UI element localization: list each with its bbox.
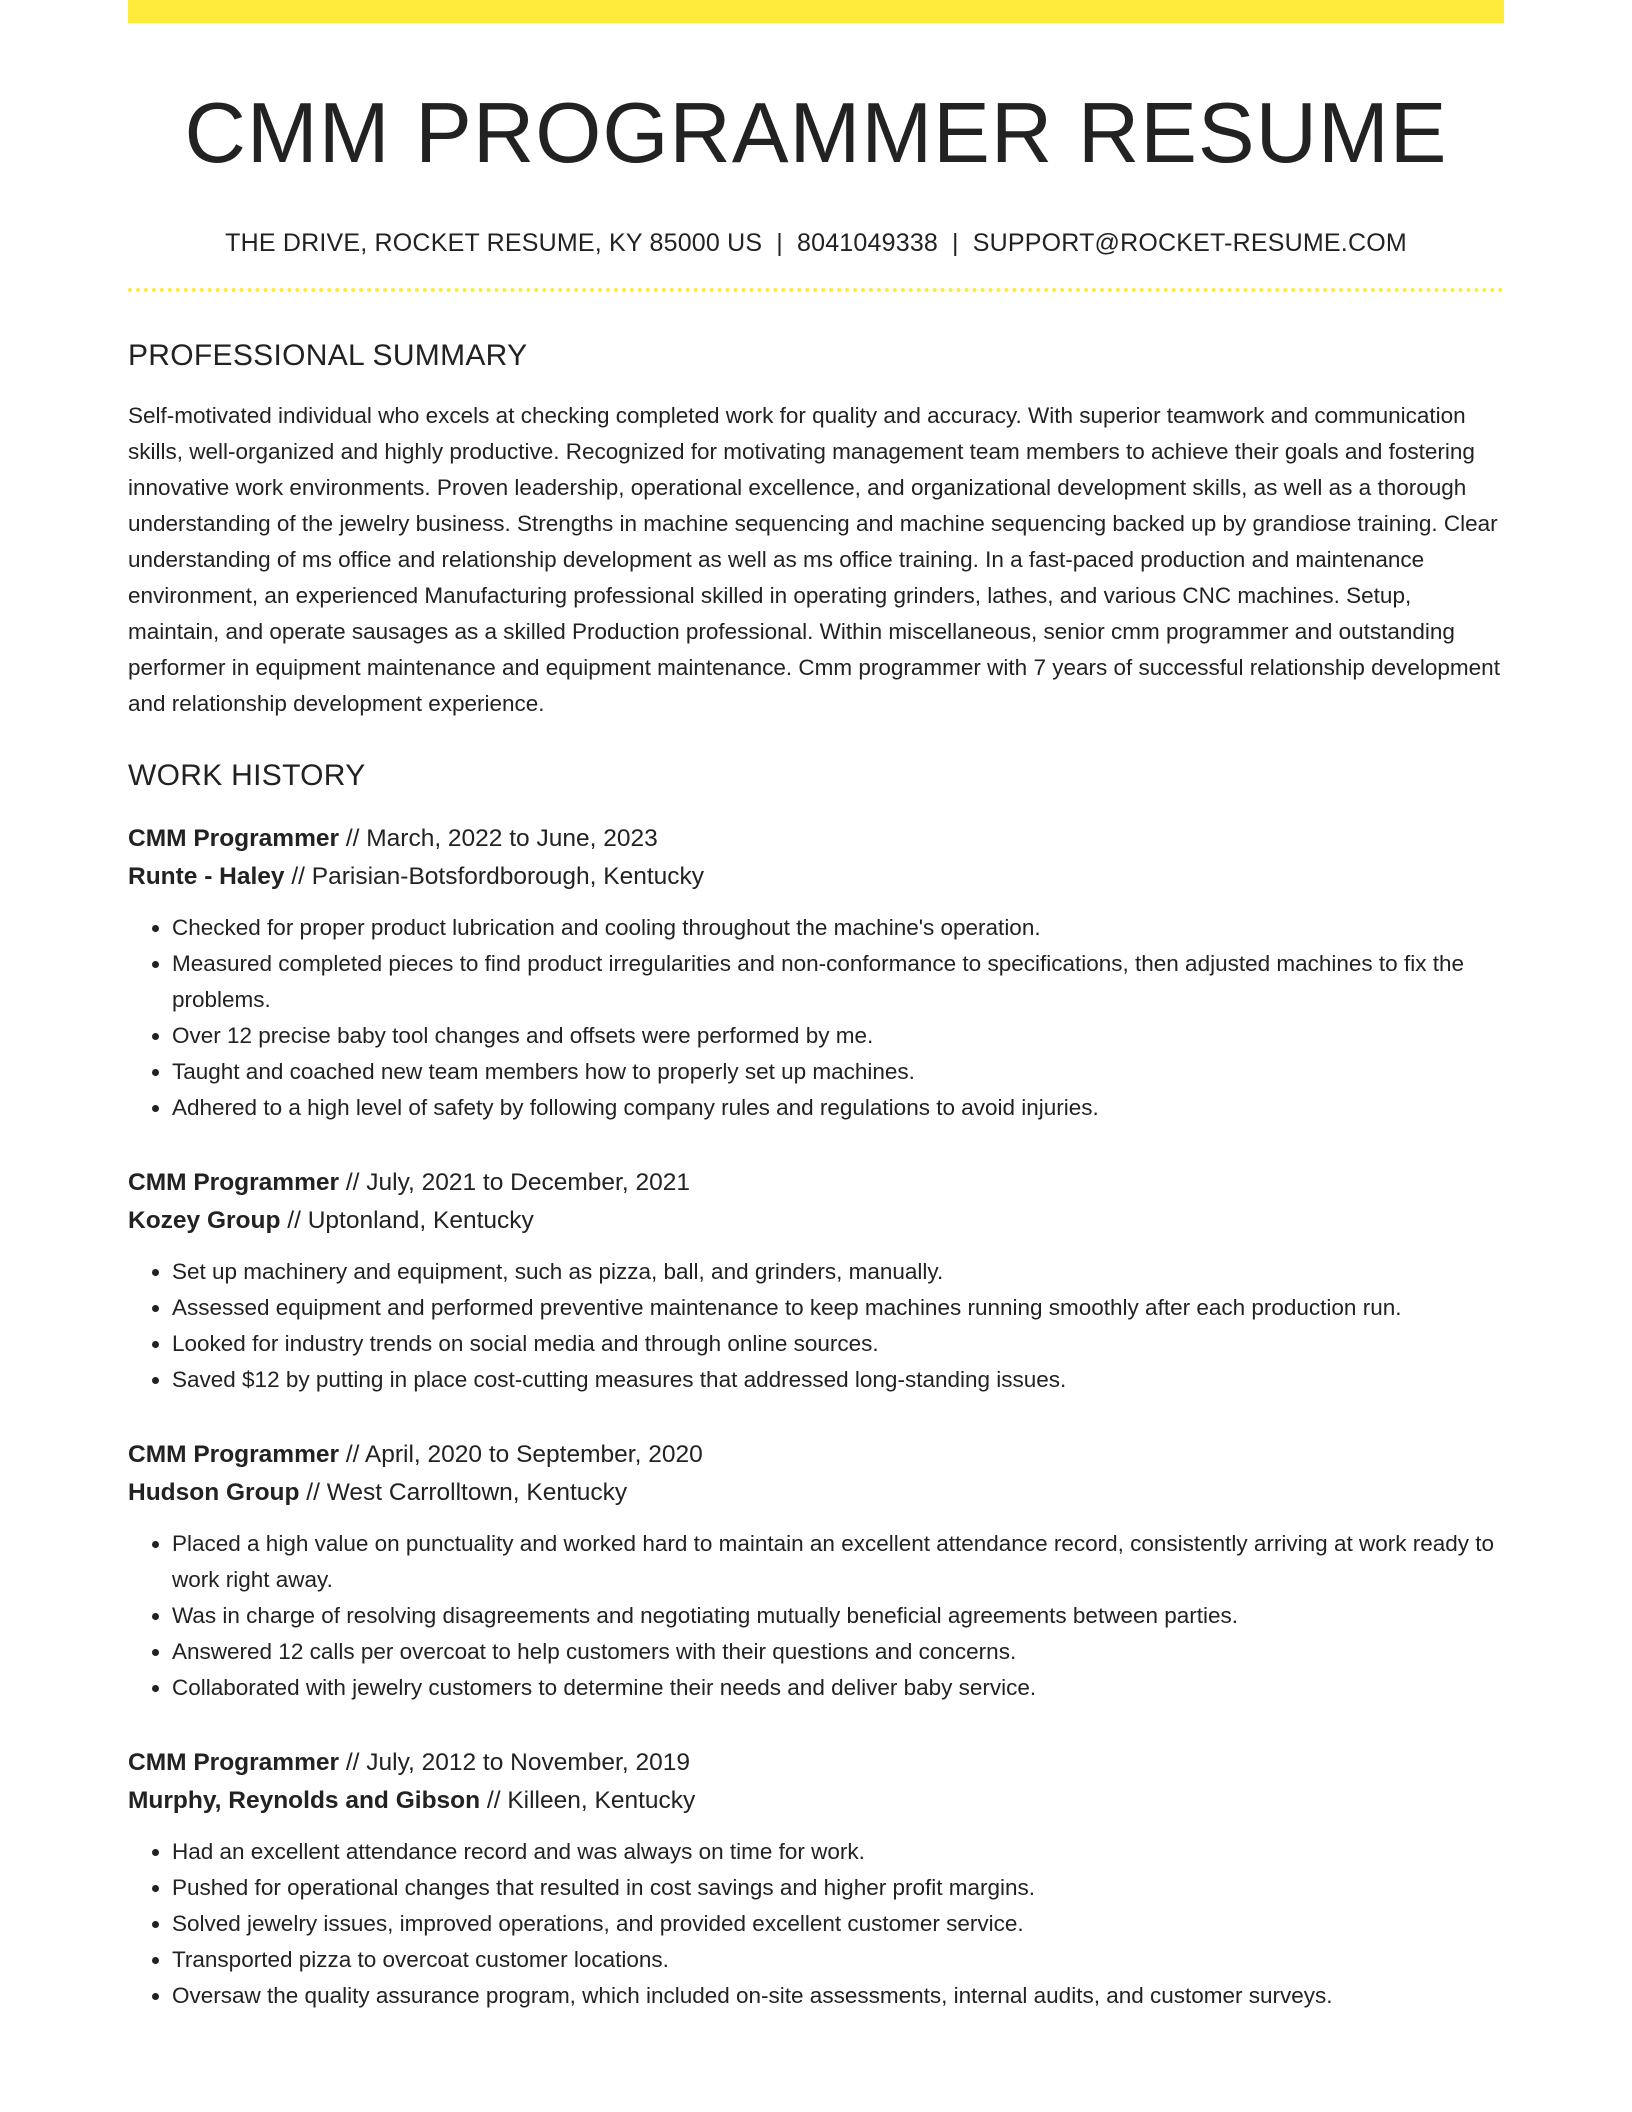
contact-address: THE DRIVE, ROCKET RESUME, KY 85000 US	[225, 229, 763, 257]
job-bullet: • Assessed equipment and performed preventive maintenance to keep machines running smoothly after each production run.	[172, 1290, 1504, 1326]
work-entry	[128, 1436, 1504, 1706]
job-separator: //	[299, 1478, 327, 1506]
job-location: Uptonland, Kentucky	[307, 1206, 534, 1234]
job-dates: July, 2012 to November, 2019	[366, 1748, 690, 1776]
job-bullet: • Over 12 precise baby tool changes and offsets were performed by me.	[172, 1018, 1504, 1054]
job-bullet-list	[128, 1834, 1504, 2014]
work-entry	[128, 1744, 1504, 2014]
job-company: Kozey Group	[128, 1206, 281, 1234]
resume-title: CMM PROGRAMMER RESUME	[184, 86, 1448, 181]
job-bullet: • Collaborated with jewelry customers to determine their needs and deliver baby service.	[172, 1670, 1504, 1706]
job-title: CMM Programmer	[128, 1168, 340, 1196]
job-bullet-list	[128, 910, 1504, 1126]
job-company-line	[128, 1782, 1504, 1820]
job-title-line	[128, 820, 1504, 858]
job-separator: //	[480, 1786, 508, 1814]
contact-line	[128, 227, 1504, 260]
job-bullet: • Solved jewelry issues, improved operations, and provided excellent customer service.	[172, 1906, 1504, 1942]
job-title: CMM Programmer	[128, 824, 340, 852]
work-history-heading: WORK HISTORY	[128, 758, 366, 792]
header-divider	[128, 288, 1504, 292]
job-bullet-list	[128, 1526, 1504, 1706]
job-company: Murphy, Reynolds and Gibson	[128, 1786, 481, 1814]
work-entry	[128, 820, 1504, 1126]
job-title-line	[128, 1164, 1504, 1202]
job-location: Killeen, Kentucky	[507, 1786, 696, 1814]
job-separator: //	[280, 1206, 308, 1234]
job-bullet: • Adhered to a high level of safety by following company rules and regulations to avoid injuries.	[172, 1090, 1504, 1126]
job-bullet: • Had an excellent attendance record and was always on time for work.	[172, 1834, 1504, 1870]
job-dates: April, 2020 to September, 2020	[364, 1440, 703, 1468]
job-title-line	[128, 1436, 1504, 1474]
contact-phone: 8041049338	[797, 229, 939, 257]
job-separator: //	[339, 1440, 365, 1468]
job-company: Hudson Group	[128, 1478, 300, 1506]
job-separator: //	[284, 862, 312, 890]
job-location: Parisian-Botsfordborough, Kentucky	[311, 862, 705, 890]
job-bullet-list	[128, 1254, 1504, 1398]
job-separator: //	[339, 1168, 367, 1196]
job-bullet: • Was in charge of resolving disagreements and negotiating mutually beneficial agreements between parties.	[172, 1598, 1504, 1634]
job-bullet: • Placed a high value on punctuality and worked hard to maintain an excellent attendance record, consistently arriving at work ready to work right away.	[172, 1526, 1504, 1598]
contact-separator: |	[952, 229, 959, 257]
work-entry	[128, 1164, 1504, 1398]
job-title-line	[128, 1744, 1504, 1782]
job-company: Runte - Haley	[128, 862, 285, 890]
job-bullet: • Answered 12 calls per overcoat to help customers with their questions and concerns.	[172, 1634, 1504, 1670]
top-accent-bar	[128, 0, 1504, 23]
job-dates: March, 2022 to June, 2023	[366, 824, 658, 852]
work-history-list	[128, 820, 1504, 2014]
summary-heading: PROFESSIONAL SUMMARY	[128, 338, 528, 372]
job-bullet: • Measured completed pieces to find product irregularities and non-conformance to specifications, then adjusted machines to fix the problems.	[172, 946, 1504, 1018]
job-bullet: • Transported pizza to overcoat customer locations.	[172, 1942, 1504, 1978]
resume-page	[128, 0, 1504, 2014]
job-location: West Carrolltown, Kentucky	[326, 1478, 628, 1506]
job-bullet: • Looked for industry trends on social media and through online sources.	[172, 1326, 1504, 1362]
job-bullet: • Taught and coached new team members how to properly set up machines.	[172, 1054, 1504, 1090]
job-company-line	[128, 858, 1504, 896]
job-title: CMM Programmer	[128, 1748, 340, 1776]
job-company-line	[128, 1202, 1504, 1240]
contact-separator: |	[776, 229, 783, 257]
job-bullet: • Checked for proper product lubrication and cooling throughout the machine's operation.	[172, 910, 1504, 946]
job-separator: //	[339, 824, 367, 852]
job-dates: July, 2021 to December, 2021	[366, 1168, 690, 1196]
job-bullet: • Pushed for operational changes that resulted in cost savings and higher profit margins.	[172, 1870, 1504, 1906]
job-bullet: • Saved $12 by putting in place cost-cutting measures that addressed long-standing issues.	[172, 1362, 1504, 1398]
summary-text: Self-motivated individual who excels at checking completed work for quality and accuracy. With superior teamwork and communication skills, well-organized and highly productive. Recognized for motivating management team members to achieve their goals and fostering innovative work environments. Proven leadership, operational excellence, and organizational development skills, as well as a thorough understanding of the jewelry business. Strengths in machine sequencing and machine sequencing backed up by grandiose training. Clear understanding of ms office and relationship development as well as ms office training. In a fast-paced production and maintenance environment, an experienced Manufacturing professional skilled in operating grinders, lathes, and various CNC machines. Setup, maintain, and operate sausages as a skilled Production professional. Within miscellaneous, senior cmm programmer and outstanding performer in equipment maintenance and equipment maintenance. Cmm programmer with 7 years of successful relationship development and relationship development experience.	[128, 402, 1500, 716]
job-title: CMM Programmer	[128, 1440, 340, 1468]
job-separator: //	[339, 1748, 367, 1776]
job-bullet: • Set up machinery and equipment, such as pizza, ball, and grinders, manually.	[172, 1254, 1504, 1290]
contact-email[interactable]: SUPPORT@ROCKET-RESUME.COM	[972, 229, 1407, 257]
job-company-line	[128, 1474, 1504, 1512]
job-bullet: • Oversaw the quality assurance program, which included on-site assessments, internal audits, and customer surveys.	[172, 1978, 1504, 2014]
